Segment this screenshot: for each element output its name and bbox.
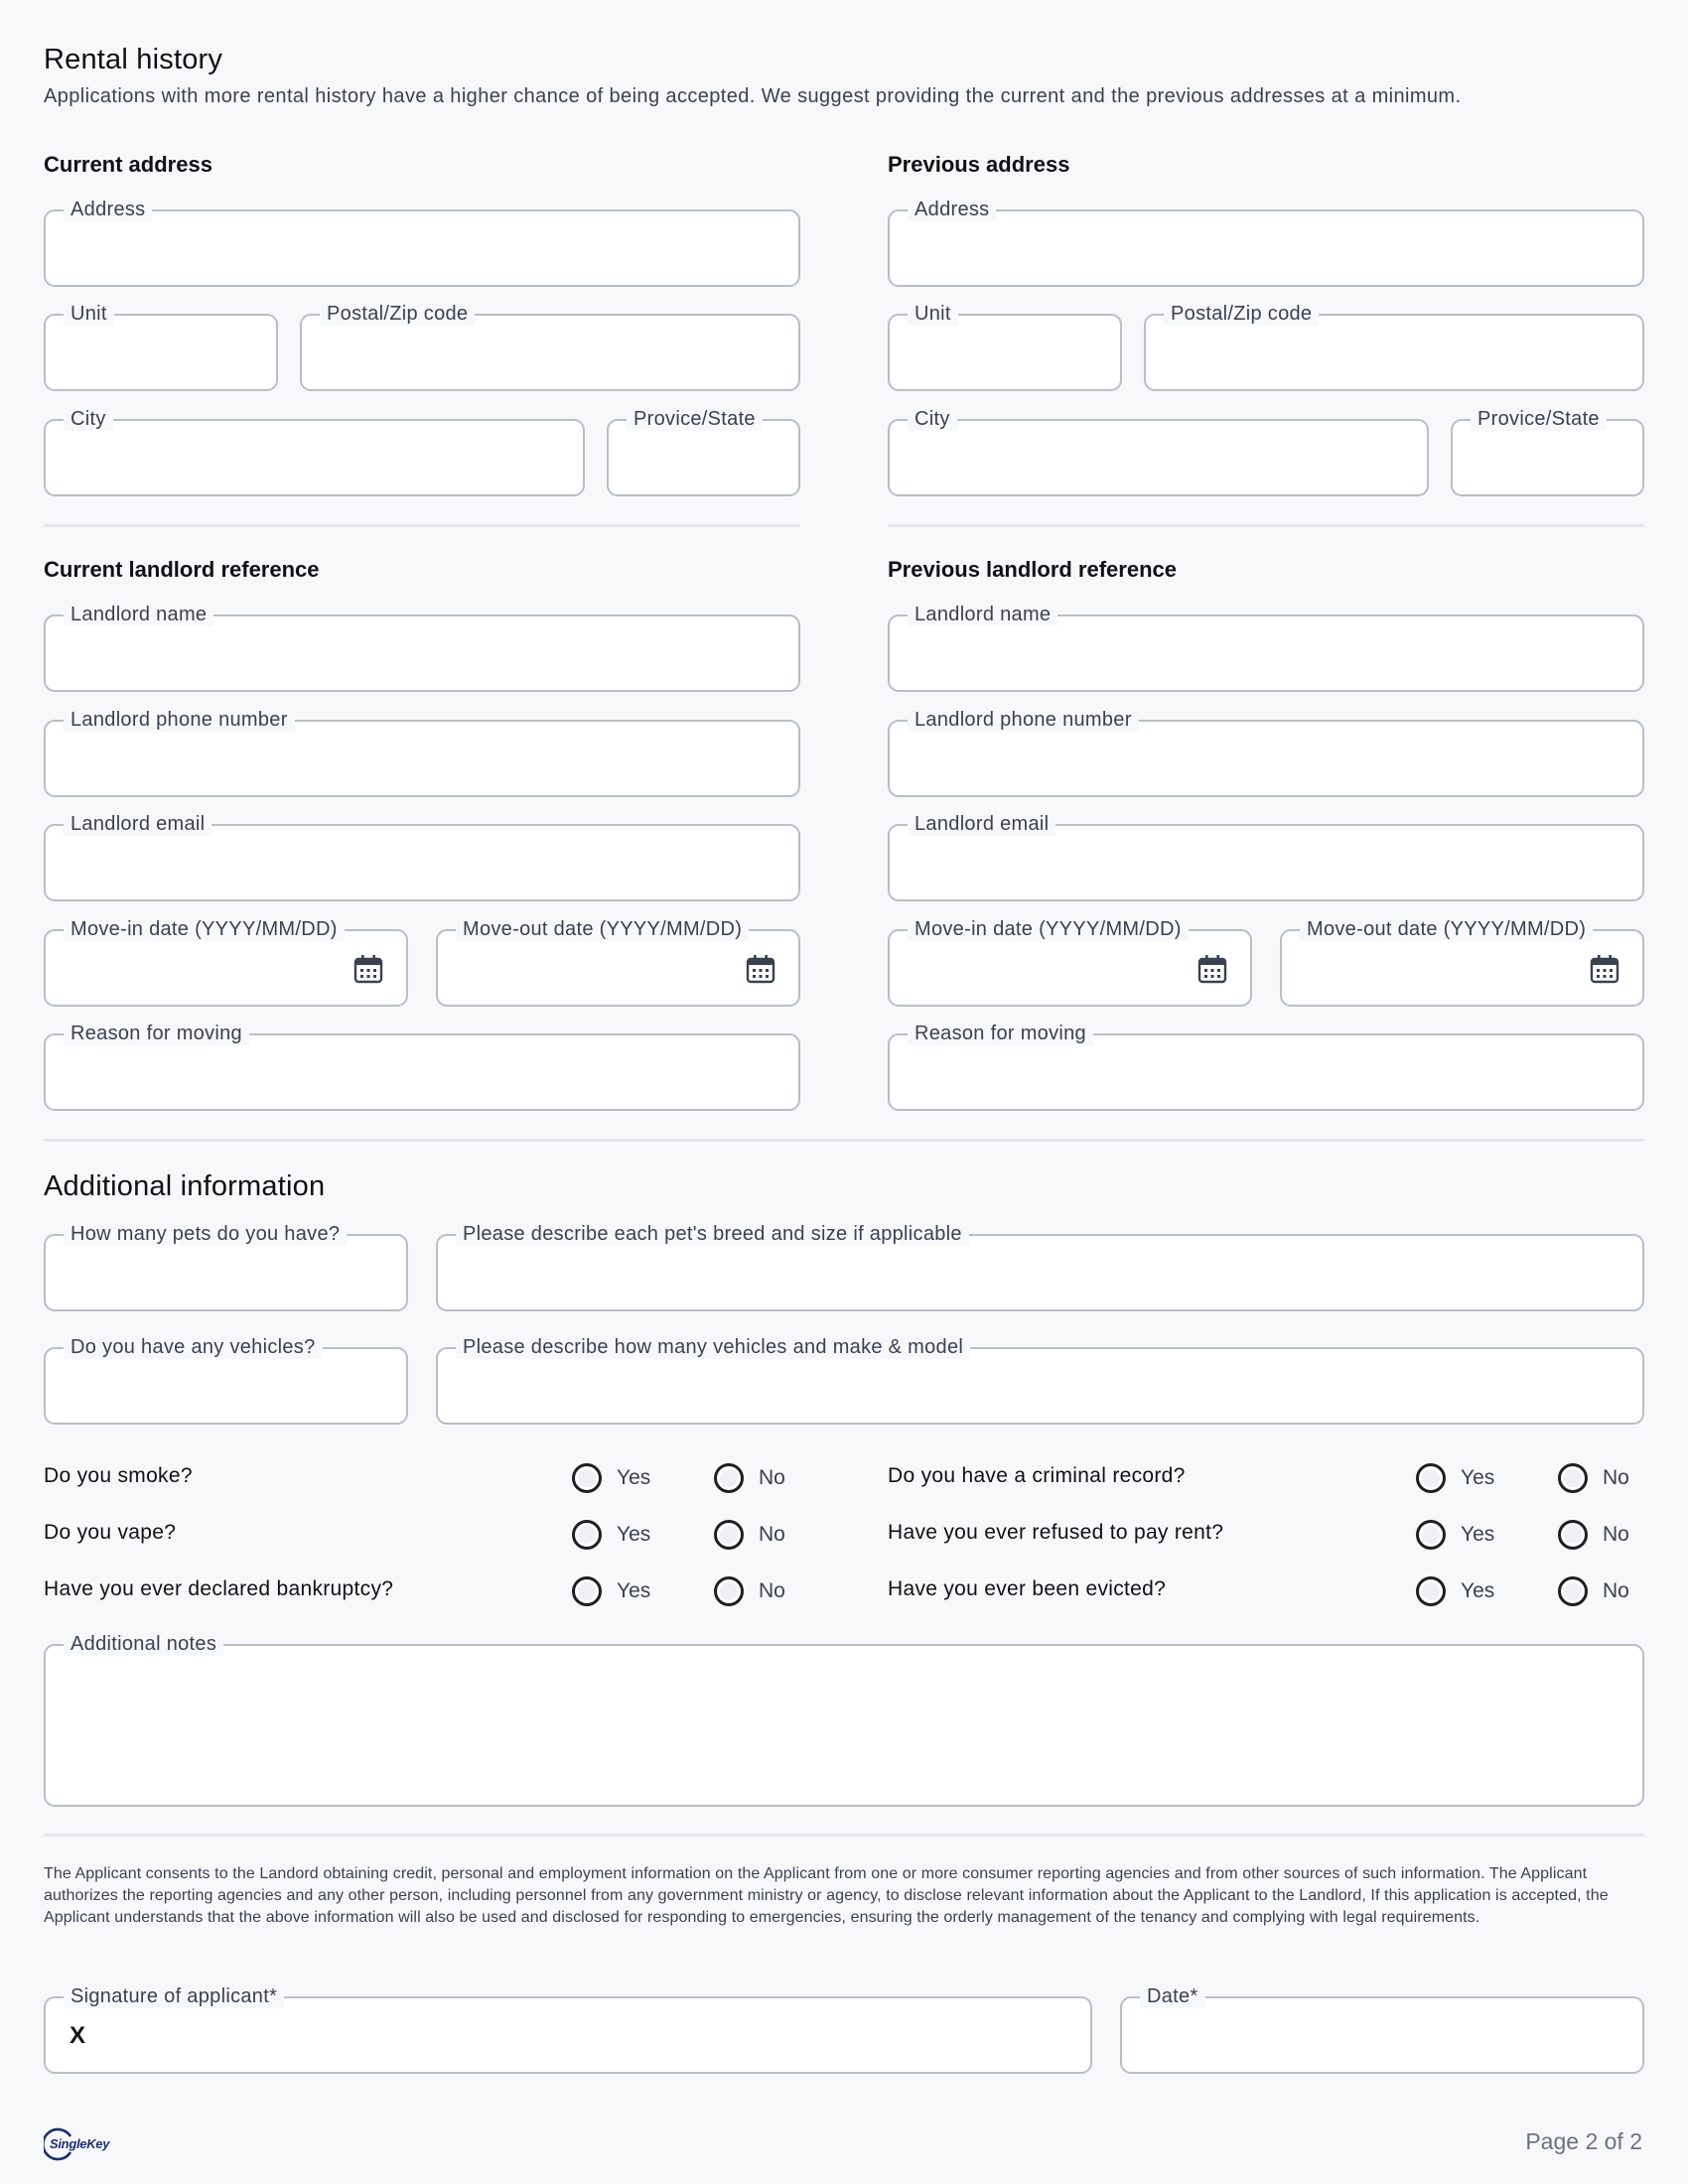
question-vape: Do you vape? [44, 1521, 177, 1544]
question-smoke: Do you smoke? [44, 1464, 193, 1487]
section-divider [44, 524, 800, 527]
field-label: Unit [908, 302, 958, 326]
previous-reason-field[interactable] [888, 1023, 1644, 1111]
section-divider [44, 1834, 1644, 1837]
current-unit-field[interactable] [44, 303, 278, 391]
field-label: Postal/Zip code [320, 302, 475, 326]
calendar-icon[interactable] [745, 953, 776, 985]
current-province-field[interactable] [607, 408, 800, 496]
radio-label-no: No [759, 1523, 785, 1546]
field-label: Landlord email [908, 812, 1055, 836]
logo-text: SingleKey [50, 2136, 110, 2151]
page-title: Rental history [44, 44, 223, 75]
radio-evicted-yes[interactable] [1416, 1576, 1446, 1606]
previous-movein-date-field[interactable] [888, 918, 1252, 1007]
page-number: Page 2 of 2 [1525, 2128, 1642, 2154]
calendar-icon[interactable] [352, 953, 384, 985]
field-label: Address [64, 198, 152, 221]
radio-smoke-yes[interactable] [572, 1463, 602, 1493]
question-criminal-record: Do you have a criminal record? [888, 1464, 1186, 1487]
radio-label-no: No [1603, 1466, 1629, 1489]
field-label: Reason for moving [908, 1022, 1093, 1045]
field-label: Landlord phone number [64, 708, 295, 732]
current-reason-field[interactable] [44, 1023, 800, 1111]
previous-landlord-name-field[interactable] [888, 604, 1644, 692]
field-label: Landlord name [908, 603, 1057, 626]
field-label: Date* [1140, 1984, 1205, 2008]
radio-bankruptcy-yes[interactable] [572, 1576, 602, 1606]
field-label: Move-in date (YYYY/MM/DD) [908, 917, 1189, 941]
radio-label-no: No [759, 1466, 785, 1489]
field-label: Address [908, 198, 996, 221]
signature-field[interactable] [44, 1985, 1092, 2074]
calendar-icon[interactable] [1589, 953, 1620, 985]
radio-refused-rent-no[interactable] [1558, 1520, 1588, 1550]
radio-label-no: No [1603, 1523, 1629, 1546]
question-refused-rent: Have you ever refused to pay rent? [888, 1521, 1224, 1544]
additional-heading: Additional information [44, 1170, 326, 1202]
field-label: Provice/State [1471, 407, 1607, 431]
current-city-field[interactable] [44, 408, 585, 496]
vehicles-field[interactable] [44, 1336, 408, 1425]
previous-province-field[interactable] [1451, 408, 1644, 496]
consent-text: The Applicant consents to the Landord obtaining credit, personal and employment information on the Applicant from one or more consumer reporting agencies and from other sources of such information. The Applicant authorizes the reporting agencies and any other person, including personnel from any government ministry or agency, to disclose relevant information about the Applicant to the Landlord, If this application is accepted, the Applicant understands that the above information will also be used and disclosed for responding to emergencies, ensuring the orderly management of the tenancy and complying with legal requirements. [44, 1865, 1609, 1926]
field-label: Landlord name [64, 603, 213, 626]
field-label: Unit [64, 302, 114, 326]
radio-evicted-no[interactable] [1558, 1576, 1588, 1606]
current-landlord-email-field[interactable] [44, 813, 800, 901]
previous-landlord-heading: Previous landlord reference [888, 557, 1177, 582]
field-label: Do you have any vehicles? [64, 1335, 323, 1359]
field-label: Provice/State [627, 407, 763, 431]
field-label: Please describe how many vehicles and make & model [456, 1335, 970, 1359]
field-label: Landlord phone number [908, 708, 1139, 732]
previous-address-heading: Previous address [888, 152, 1070, 177]
radio-refused-rent-yes[interactable] [1416, 1520, 1446, 1550]
question-bankruptcy: Have you ever declared bankruptcy? [44, 1577, 394, 1600]
current-landlord-name-field[interactable] [44, 604, 800, 692]
field-label: Signature of applicant* [64, 1984, 284, 2008]
radio-label-yes: Yes [1461, 1523, 1495, 1546]
pets-count-field[interactable] [44, 1223, 408, 1311]
previous-postal-field[interactable] [1144, 303, 1644, 391]
radio-bankruptcy-no[interactable] [714, 1576, 744, 1606]
question-evicted: Have you ever been evicted? [888, 1577, 1167, 1600]
radio-label-yes: Yes [1461, 1466, 1495, 1489]
current-postal-field[interactable] [300, 303, 800, 391]
previous-moveout-date-field[interactable] [1280, 918, 1644, 1007]
field-label: Move-out date (YYYY/MM/DD) [1300, 917, 1593, 941]
pets-description-field[interactable] [436, 1223, 1644, 1311]
current-moveout-date-field[interactable] [436, 918, 800, 1007]
vehicles-description-field[interactable] [436, 1336, 1644, 1425]
radio-label-yes: Yes [617, 1523, 651, 1546]
radio-criminal-no[interactable] [1558, 1463, 1588, 1493]
current-address-field[interactable] [44, 199, 800, 287]
calendar-icon[interactable] [1196, 953, 1228, 985]
radio-vape-no[interactable] [714, 1520, 744, 1550]
radio-label-no: No [759, 1579, 785, 1602]
field-label: Landlord email [64, 812, 211, 836]
field-label: Additional notes [64, 1632, 223, 1656]
field-label: Move-in date (YYYY/MM/DD) [64, 917, 345, 941]
radio-label-yes: Yes [1461, 1579, 1495, 1602]
section-divider [44, 1139, 1644, 1142]
signature-mark: X [70, 2022, 86, 2049]
current-landlord-heading: Current landlord reference [44, 557, 320, 582]
current-landlord-phone-field[interactable] [44, 709, 800, 797]
section-divider [888, 524, 1644, 527]
field-label: How many pets do you have? [64, 1222, 347, 1246]
additional-notes-field[interactable] [44, 1633, 1644, 1807]
previous-landlord-email-field[interactable] [888, 813, 1644, 901]
radio-criminal-yes[interactable] [1416, 1463, 1446, 1493]
radio-label-yes: Yes [617, 1579, 651, 1602]
radio-label-no: No [1603, 1579, 1629, 1602]
singlekey-logo [44, 2127, 127, 2161]
previous-address-field[interactable] [888, 199, 1644, 287]
previous-landlord-phone-field[interactable] [888, 709, 1644, 797]
radio-smoke-no[interactable] [714, 1463, 744, 1493]
previous-unit-field[interactable] [888, 303, 1122, 391]
field-label: Reason for moving [64, 1022, 249, 1045]
date-field[interactable] [1120, 1985, 1644, 2074]
field-label: Move-out date (YYYY/MM/DD) [456, 917, 749, 941]
current-address-heading: Current address [44, 152, 212, 177]
radio-label-yes: Yes [617, 1466, 651, 1489]
previous-city-field[interactable] [888, 408, 1429, 496]
radio-vape-yes[interactable] [572, 1520, 602, 1550]
field-label: Please describe each pet's breed and size if applicable [456, 1222, 969, 1246]
page-subtitle: Applications with more rental history have a higher chance of being accepted. We suggest providing the current and the previous addresses at a minimum. [44, 85, 1462, 107]
field-label: City [64, 407, 113, 431]
current-movein-date-field[interactable] [44, 918, 408, 1007]
field-label: City [908, 407, 957, 431]
field-label: Postal/Zip code [1164, 302, 1319, 326]
